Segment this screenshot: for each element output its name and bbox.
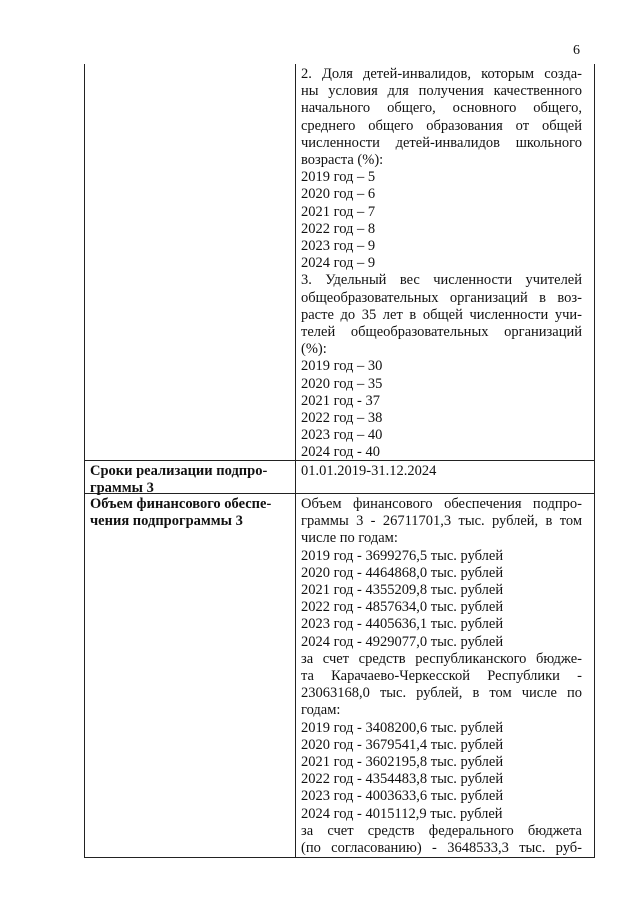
label-line: граммы 3 [90, 480, 154, 496]
text-line: числе по годам: [301, 530, 398, 547]
terms-dates: 01.01.2019-31.12.2024 [301, 463, 437, 479]
year-line: 2020 год - 4464868,0 тыс. рублей [301, 564, 504, 581]
year-line: 2019 год – 30 [301, 358, 383, 375]
year-line: 2021 год - 3602195,8 тыс. рублей [301, 754, 504, 771]
year-line: 2019 год - 3699276,5 тыс. рублей [301, 547, 504, 564]
text-line: общеобразовательных организаций в воз- [301, 289, 582, 306]
text-line: расте до 35 лет в общей численности учи- [301, 306, 582, 323]
text-line: та Карачаево-Черкесской Республики - [301, 668, 582, 685]
page-number: 6 [573, 43, 580, 58]
text-line: за счет средств республиканского бюдже- [301, 650, 582, 667]
indicators-cell [301, 66, 582, 462]
text-line: (%): [301, 341, 327, 358]
year-line: 2020 год – 6 [301, 186, 376, 203]
year-line: 2024 год - 40 [301, 444, 380, 461]
year-line: 2021 год - 37 [301, 392, 380, 409]
text-line: 23063168,0 тыс. рублей, в том числе по [301, 685, 582, 702]
terms-label [90, 463, 288, 497]
text-line: 3. Удельный вес численности учителей [301, 272, 582, 289]
text-line: за счет средств федерального бюджета [301, 822, 582, 839]
year-line: 2022 год – 38 [301, 410, 383, 427]
year-line: 2023 год - 4003633,6 тыс. рублей [301, 788, 504, 805]
funding-cell [301, 496, 582, 857]
text-line: (по согласованию) - 3648533,3 тыс. руб- [301, 840, 582, 857]
year-line: 2022 год – 8 [301, 220, 376, 237]
label-line: Сроки реализации подпро- [90, 463, 268, 479]
year-line: 2024 год - 4929077,0 тыс. рублей [301, 633, 504, 650]
year-line: 2022 год - 4857634,0 тыс. рублей [301, 599, 504, 616]
year-line: 2020 год – 35 [301, 375, 383, 392]
label-line: чения подпрограммы 3 [90, 513, 243, 529]
text-line: Объем финансового обеспечения подпро- [301, 496, 582, 512]
year-line: 2020 год - 3679541,4 тыс. рублей [301, 736, 504, 753]
year-line: 2023 год - 4405636,1 тыс. рублей [301, 616, 504, 633]
label-line: Объем финансового обеспе- [90, 496, 272, 512]
text-line: среднего общего образования от общей [301, 117, 582, 134]
year-line: 2021 год - 4355209,8 тыс. рублей [301, 582, 504, 599]
funding-label [90, 496, 288, 530]
text-line: 2. Доля детей-инвалидов, которым созда- [301, 66, 582, 82]
terms-value [301, 463, 582, 480]
year-line: 2019 год - 3408200,6 тыс. рублей [301, 719, 504, 736]
text-line: численности детей-инвалидов школьного [301, 134, 582, 151]
year-line: 2021 год – 7 [301, 203, 376, 220]
year-line: 2019 год – 5 [301, 169, 376, 186]
text-line: ны условия для получения качественного [301, 83, 582, 100]
year-line: 2024 год - 4015112,9 тыс. рублей [301, 805, 503, 822]
text-line: граммы 3 - 26711701,3 тыс. рублей, в том [301, 513, 582, 530]
passport-table [84, 64, 595, 858]
text-line: начального общего, основного общего, [301, 100, 582, 117]
text-line: годам: [301, 702, 341, 719]
year-line: 2024 год – 9 [301, 255, 376, 272]
year-line: 2023 год – 9 [301, 238, 376, 255]
year-line: 2022 год - 4354483,8 тыс. рублей [301, 771, 504, 788]
text-line: телей общеобразовательных организаций [301, 324, 582, 341]
text-line: возраста (%): [301, 152, 384, 169]
year-line: 2023 год – 40 [301, 427, 383, 444]
